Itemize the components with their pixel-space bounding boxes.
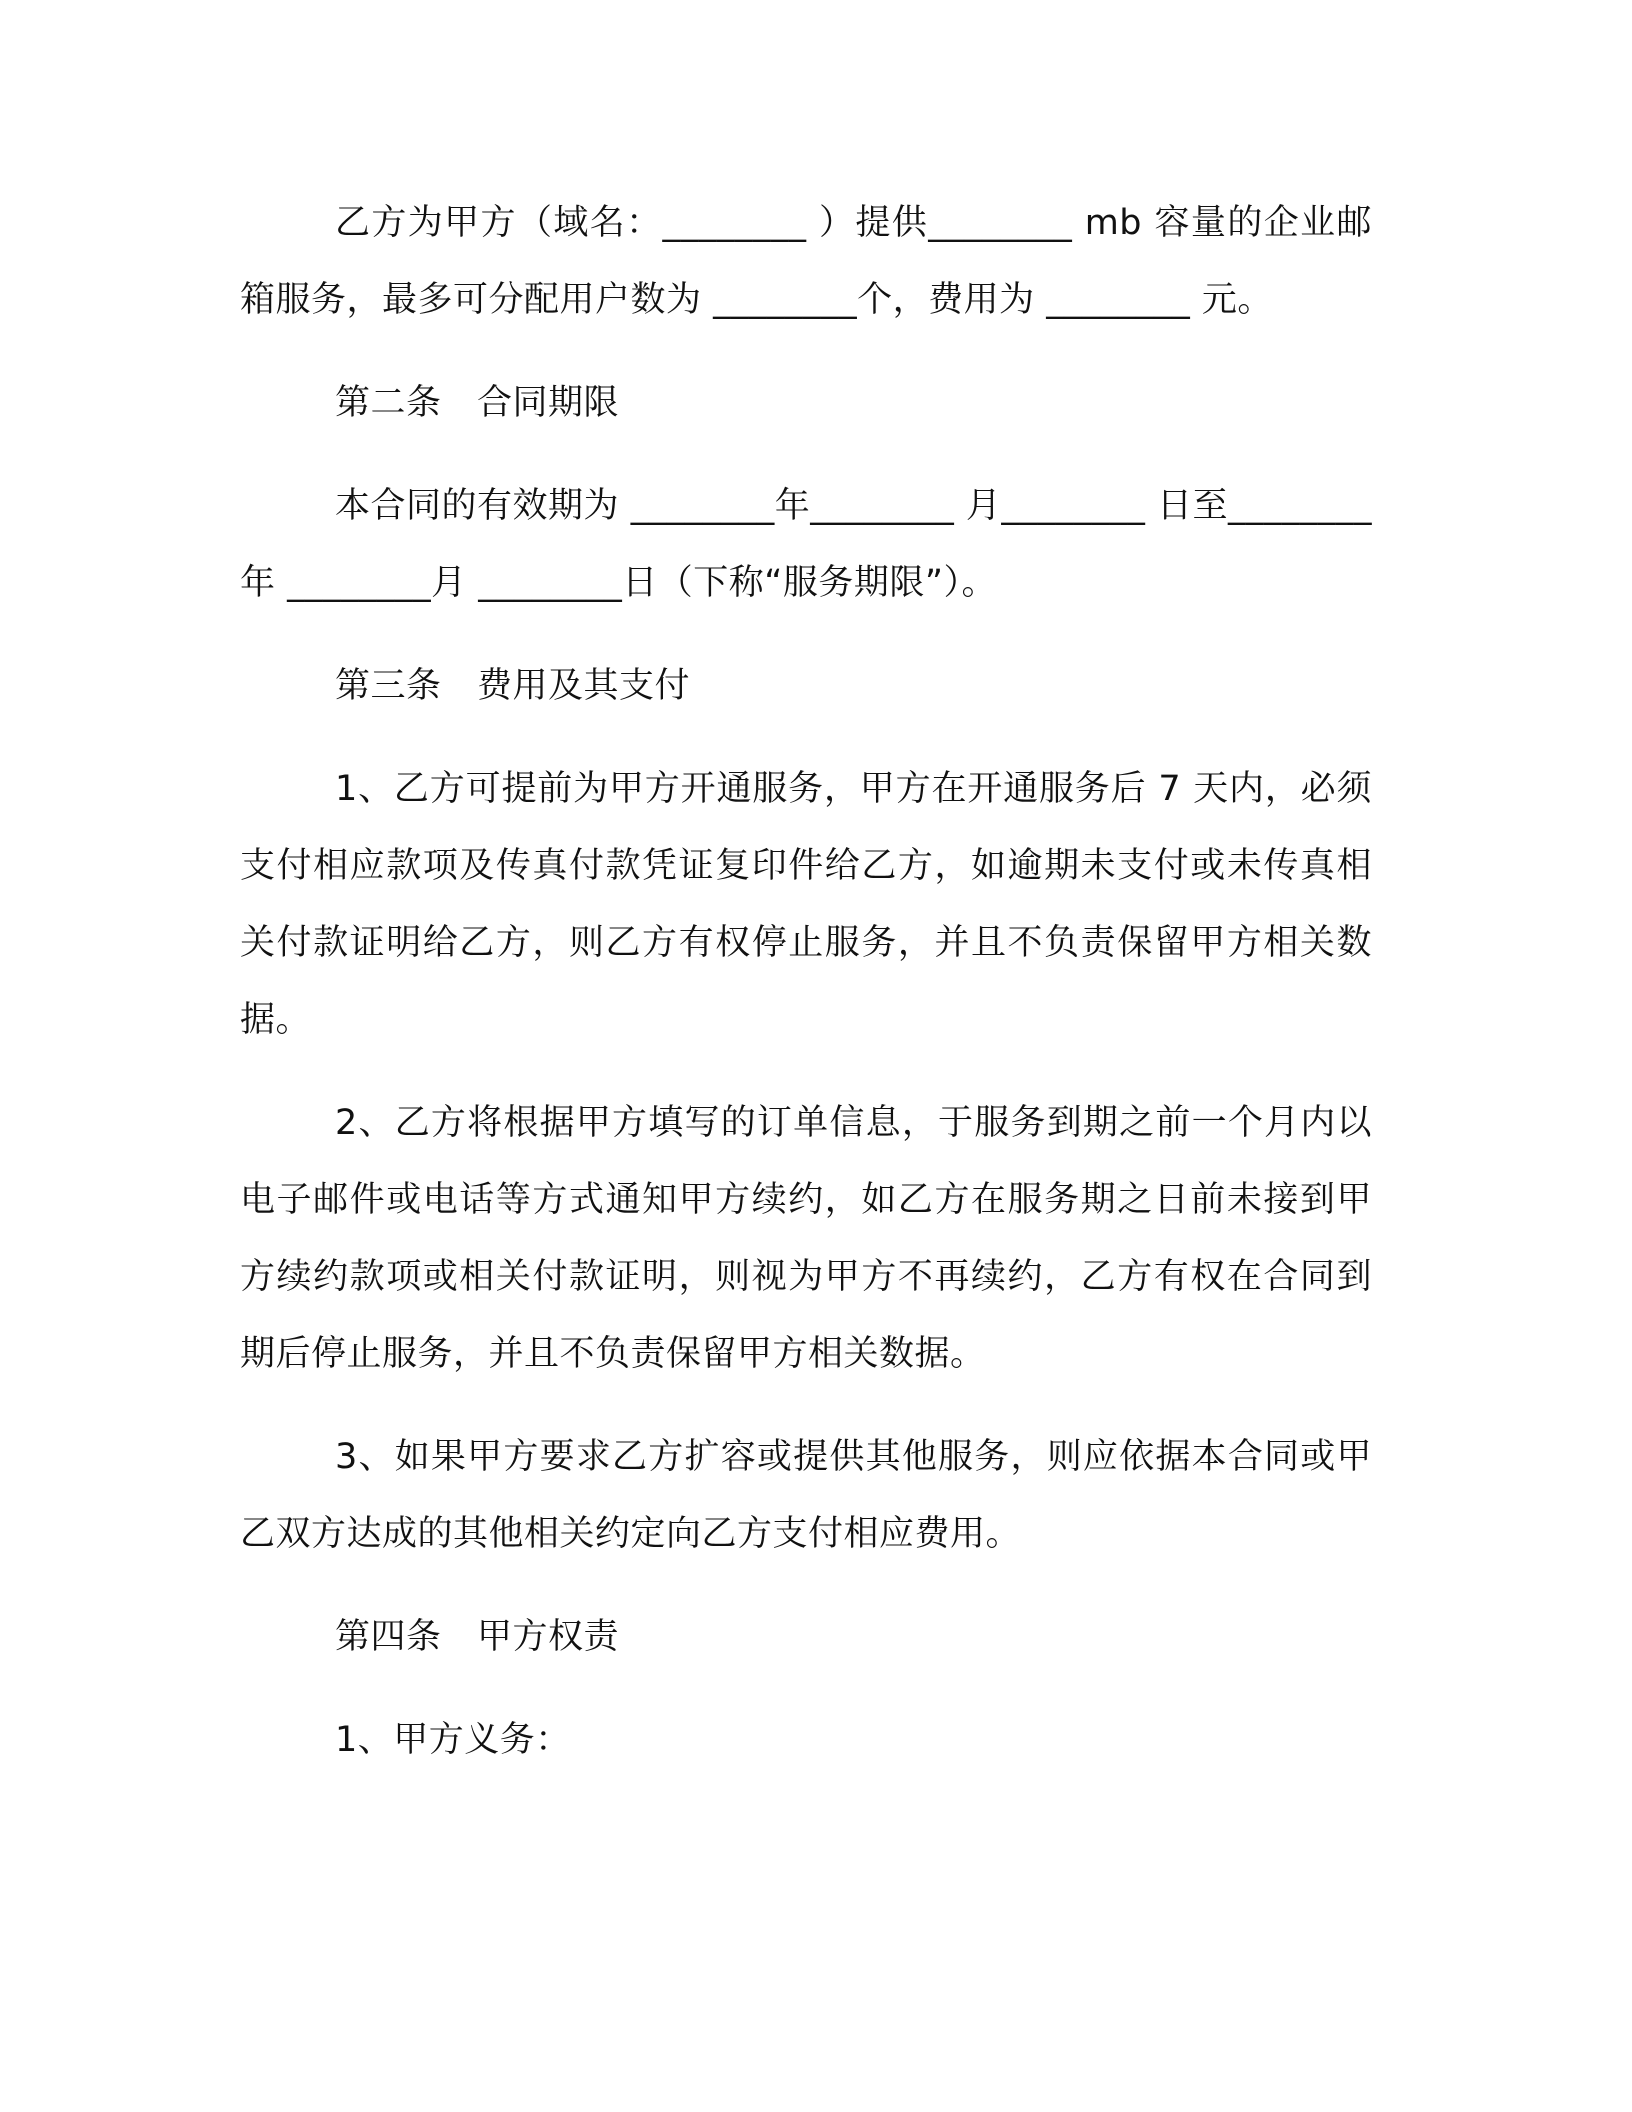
paragraph-payment-1: 1、乙方可提前为甲方开通服务，甲方在开通服务后 7 天内，必须支付相应款项及传真付款凭证复印件给乙方，如逾期未支付或未传真相关付款证明给乙方，则乙方有权停止服务，并且不负责保留甲方相关数据。 [240,769,1372,1040]
heading-article-3: 第三条 费用及其支付 [335,666,691,706]
paragraph-party-a-duties: 1、甲方义务： [335,1720,571,1760]
paragraph-contract-term: 本合同的有效期为 ________年________ 月________ 日至________ 年 ________月 ________日（下称“服务期限”）。 [240,486,1372,603]
paragraph-payment-3: 3、如果甲方要求乙方扩容或提供其他服务，则应依据本合同或甲乙双方达成的其他相关约定向乙方支付相应费用。 [240,1437,1372,1554]
heading-article-2: 第二条 合同期限 [335,383,620,423]
paragraph-service-scope: 乙方为甲方（域名：________ ）提供________ mb 容量的企业邮箱服务，最多可分配用户数为 ________个，费用为 ________ 元。 [240,203,1372,320]
heading-article-4: 第四条 甲方权责 [335,1617,620,1657]
paragraph-payment-2: 2、乙方将根据甲方填写的订单信息，于服务到期之前一个月内以电子邮件或电话等方式通知甲方续约，如乙方在服务期之日前未接到甲方续约款项或相关付款证明，则视为甲方不再续约，乙方有权在合同到期后停止服务，并且不负责保留甲方相关数据。 [240,1103,1372,1374]
